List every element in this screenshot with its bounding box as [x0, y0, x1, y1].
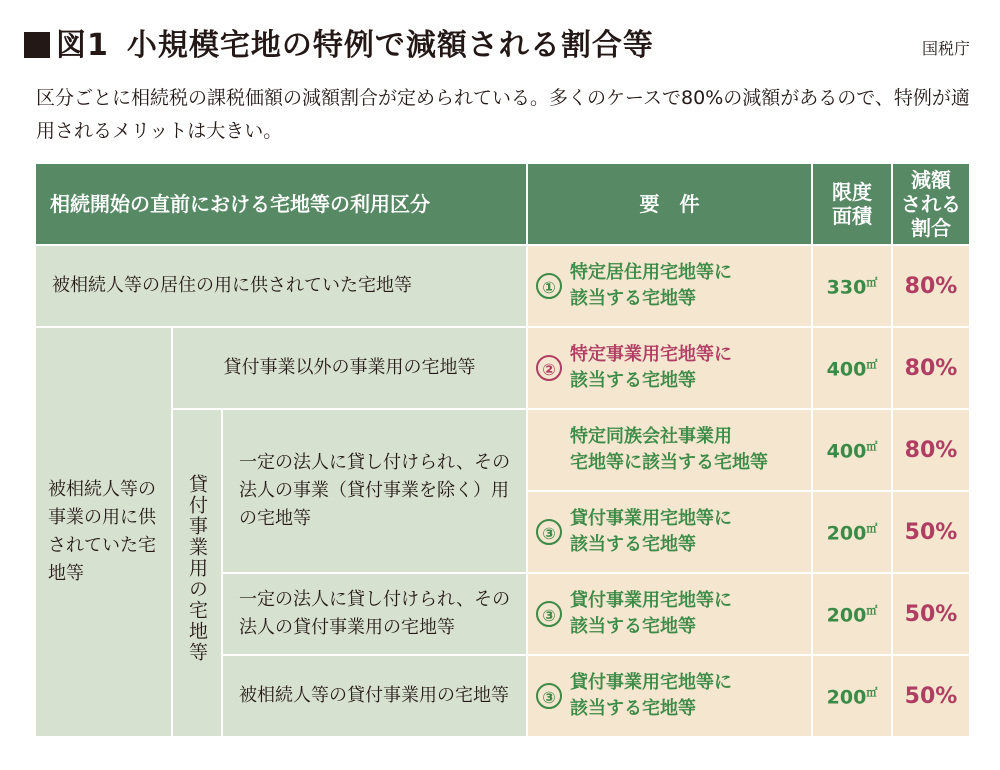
header-row [35, 163, 970, 245]
requirement-cell: ② 特定事業用宅地等に 該当する宅地等 [527, 327, 812, 409]
corp-non-lending-label: 一定の法人に貸し付けられ、その法人の事業（貸付事業を除く）用の宅地等 [222, 409, 527, 573]
reduction-rate-cell: 80% [892, 409, 970, 491]
figure-title [24, 20, 654, 64]
area-limit-cell: 200㎡ [812, 573, 892, 655]
reduction-table [34, 162, 971, 738]
circled-number: ① [536, 273, 562, 299]
business-group-label: 被相続人等の事業の用に供されていた宅地等 [35, 327, 172, 737]
square-bullet-icon [24, 32, 50, 58]
requirement-cell: 特定同族会社事業用 宅地等に該当する宅地等 [527, 409, 812, 491]
area-limit-cell: 200㎡ [812, 655, 892, 737]
circled-number: ② [536, 355, 562, 381]
circled-number: ③ [536, 683, 562, 709]
table-row [35, 409, 970, 491]
area-limit-cell: 400㎡ [812, 327, 892, 409]
lending-group-label: 貸付事業用の宅地等 [172, 409, 222, 737]
figure-number: 図1 [56, 28, 109, 63]
table-row [35, 245, 970, 327]
area-limit-cell: 330㎡ [812, 245, 892, 327]
header-requirement: 要 件 [527, 163, 812, 245]
area-limit-cell: 400㎡ [812, 409, 892, 491]
description: 区分ごとに相続税の課税価額の減額割合が定められている。多くのケースで80%の減額があるので、特例が適用されるメリットは大きい。 [36, 87, 970, 142]
requirement-cell: ① 特定居住用宅地等に 該当する宅地等 [527, 245, 812, 327]
table-row [35, 327, 970, 409]
circled-number: ③ [536, 519, 562, 545]
reduction-rate-cell: 80% [892, 327, 970, 409]
requirement-cell: ③ 貸付事業用宅地等に 該当する宅地等 [527, 491, 812, 573]
requirement-cell: ③ 貸付事業用宅地等に 該当する宅地等 [527, 573, 812, 655]
circled-number: ③ [536, 601, 562, 627]
header-usage: 相続開始の直前における宅地等の利用区分 [35, 163, 527, 245]
residential-label: 被相続人等の居住の用に供されていた宅地等 [35, 245, 527, 327]
source-label: 国税庁 [921, 39, 970, 58]
corp-lending-label: 一定の法人に貸し付けられ、その法人の貸付事業用の宅地等 [222, 573, 527, 655]
header-reduction: 減額 される 割合 [892, 163, 970, 245]
non-lending-label: 貸付事業以外の事業用の宅地等 [172, 327, 527, 409]
self-lending-label: 被相続人等の貸付事業用の宅地等 [222, 655, 527, 737]
area-limit-cell: 200㎡ [812, 491, 892, 573]
reduction-rate-cell: 80% [892, 245, 970, 327]
reduction-rate-cell: 50% [892, 655, 970, 737]
requirement-cell: ③ 貸付事業用宅地等に 該当する宅地等 [527, 655, 812, 737]
reduction-rate-cell: 50% [892, 491, 970, 573]
figure-title-text: 小規模宅地の特例で減額される割合等 [126, 28, 654, 63]
reduction-rate-cell: 50% [892, 573, 970, 655]
header-area-limit: 限度 面積 [812, 163, 892, 245]
